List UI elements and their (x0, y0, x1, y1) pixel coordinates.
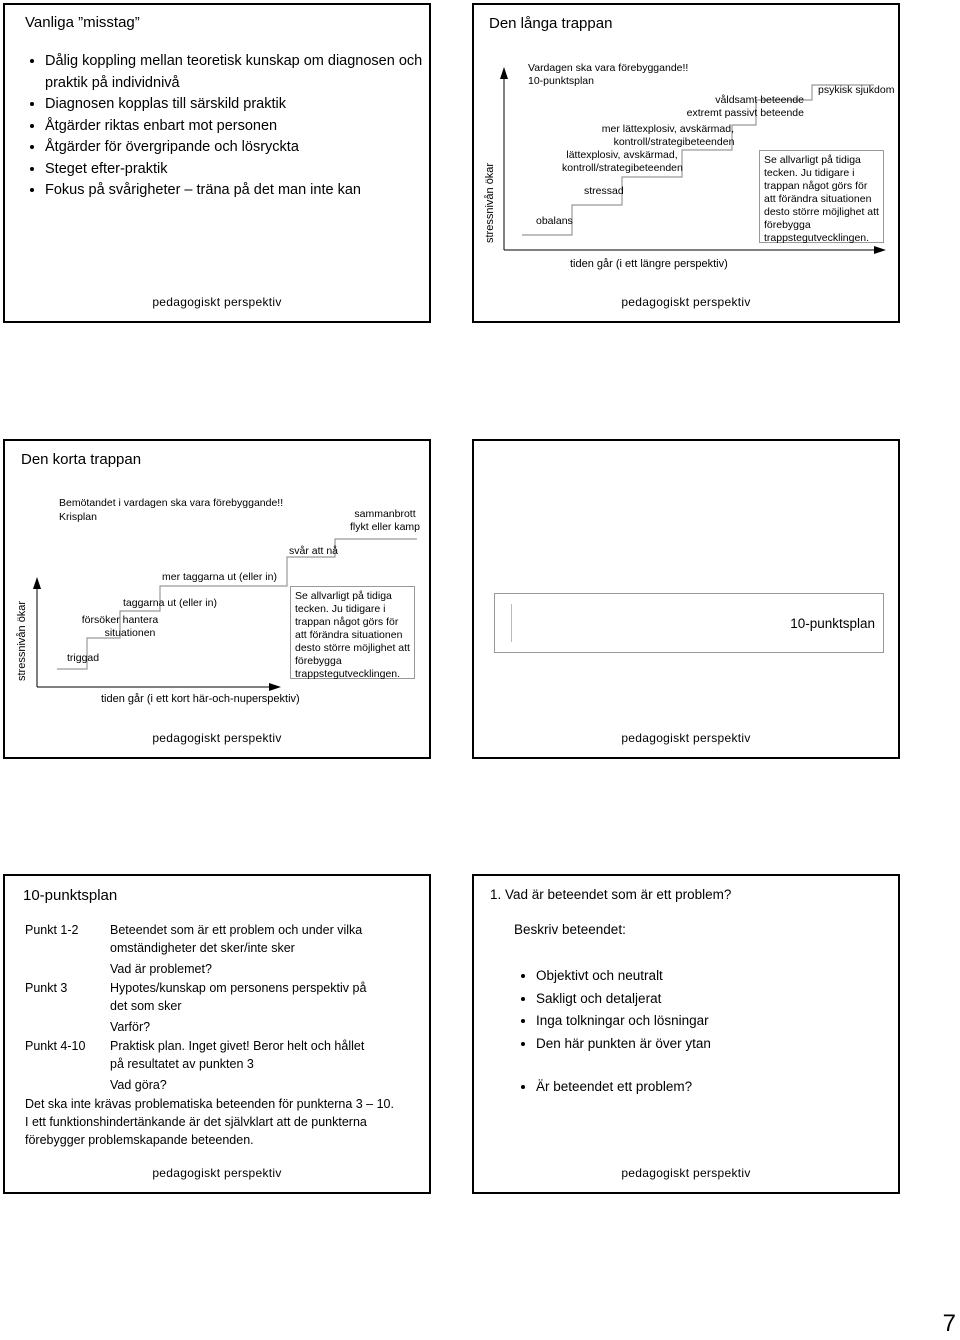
slide-langa-trappan (472, 3, 900, 323)
closing-text (25, 1095, 430, 1151)
slide-title: Den långa trappan (489, 15, 613, 32)
step-label: flykt eller kamp (349, 521, 421, 533)
bullet-list (514, 965, 711, 1055)
step-label: sammanbrott (354, 508, 416, 520)
slide-10-punktsplan (3, 874, 431, 1194)
step-label: triggad (67, 652, 100, 664)
list-item: • Diagnosen kopplas till särskild praktik (45, 94, 435, 116)
slide-title: 10-punktsplan (23, 887, 118, 904)
slide-vad-ar-beteendet (472, 874, 900, 1194)
plan-box-label: 10-punktsplan (790, 616, 875, 631)
slide-title: Den korta trappan (21, 451, 142, 468)
list-item: • Fokus på svårigheter – träna på det man inte kan (45, 180, 435, 202)
step-label: mer lättexplosiv, avskärmad, (601, 123, 734, 135)
row-question: Varför? (110, 1020, 151, 1034)
bullet-list (514, 1076, 692, 1098)
row-text: Hypotes/kunskap om personens perspektiv på (110, 981, 367, 995)
slide-title: 1. Vad är beteendet som är ett problem? (490, 887, 732, 902)
list-item: • Objektivt och neutralt (536, 965, 711, 988)
x-axis-label: tiden går (i ett kort här-och-nuperspektiv) (101, 693, 300, 705)
row-text: på resultatet av punkten 3 (110, 1057, 254, 1071)
list-item: • Är beteendet ett problem? (536, 1076, 692, 1098)
list-item: • Steget efter-praktik (45, 159, 435, 181)
plan-row (25, 921, 425, 977)
row-label: Punkt 3 (25, 981, 68, 995)
list-item: • Sakligt och detaljerat (536, 988, 711, 1011)
slide-footer: pedagogiskt perspektiv (152, 1166, 282, 1180)
list-item: • Inga tolkningar och lösningar (536, 1010, 711, 1033)
row-text: Beteendet som är ett problem och under vilka (110, 923, 363, 937)
bullet-list (23, 51, 435, 202)
step-label: svår att nå (289, 545, 339, 557)
intro-text: Krisplan (59, 511, 97, 523)
step-label: psykisk sjukdom (818, 84, 895, 96)
slide-footer: pedagogiskt perspektiv (621, 295, 751, 309)
x-axis-label: tiden går (i ett längre perspektiv) (570, 258, 728, 270)
slide-korta-trappan (3, 439, 431, 759)
row-text: omständigheter det sker/inte sker (110, 941, 295, 955)
step-label: obalans (536, 215, 573, 227)
step-label: kontroll/strategibeteenden (562, 162, 683, 174)
intro-text: Vardagen ska vara förebyggande!! (528, 62, 689, 74)
step-label: lättexplosiv, avskärmad, (566, 149, 678, 161)
y-axis-label: stressnivån ökar (484, 162, 496, 243)
closing-line: Det ska inte krävas problematiska beteenden för punkterna 3 – 10. (25, 1097, 394, 1111)
slide-footer: pedagogiskt perspektiv (621, 1166, 751, 1180)
step-label: taggarna ut (eller in) (123, 597, 217, 609)
closing-line: I ett funktionshindertänkande är det självklart att de punkterna (25, 1115, 367, 1129)
note-box: Se allvarligt på tidiga tecken. Ju tidigare i trappan något görs för att förändra situationen desto större möjlighet att förebygga trappstegutvecklingen. (290, 586, 415, 679)
page-number: 7 (942, 1310, 956, 1337)
slide-subtitle: Beskriv beteendet: (514, 922, 626, 937)
step-label: kontroll/strategibeteenden (613, 136, 735, 148)
row-label: Punkt 4-10 (25, 1039, 86, 1053)
row-text: det som sker (110, 999, 182, 1013)
row-label: Punkt 1-2 (25, 923, 79, 937)
row-question: Vad är problemet? (110, 962, 212, 976)
slide-vanliga-misstag (3, 3, 431, 323)
list-item: • Den här punkten är över ytan (536, 1033, 711, 1056)
row-question: Vad göra? (110, 1078, 167, 1092)
list-item: • Åtgärder för övergripande och lösryckta (45, 137, 435, 159)
list-item: • Dålig koppling mellan teoretisk kunskap om diagnosen och praktik på individnivå (45, 51, 435, 94)
plan-box (494, 593, 884, 653)
y-axis-label: stressnivån ökar (16, 600, 28, 681)
slide-footer: pedagogiskt perspektiv (621, 731, 751, 745)
plan-row (25, 1037, 425, 1093)
closing-line: förebygger problemskapande beteenden. (25, 1133, 254, 1147)
intro-text: 10-punktsplan (528, 75, 594, 87)
plan-box-inner (511, 604, 512, 642)
step-label: våldsamt beteende (715, 94, 804, 106)
list-item: • Åtgärder riktas enbart mot personen (45, 116, 435, 138)
slide-10-punktsplan-box (472, 439, 900, 759)
slide-title: Vanliga ”misstag” (25, 14, 140, 31)
slide-footer: pedagogiskt perspektiv (152, 731, 282, 745)
plan-row (25, 979, 425, 1035)
step-label: stressad (584, 185, 624, 197)
intro-text: Bemötandet i vardagen ska vara förebyggande!! (59, 497, 284, 509)
step-label: mer taggarna ut (eller in) (162, 571, 277, 583)
step-label: situationen (104, 627, 156, 639)
note-box: Se allvarligt på tidiga tecken. Ju tidigare i trappan något görs för att förändra situationen desto större möjlighet att förebygga trappstegutvecklingen. (759, 150, 884, 243)
step-label: extremt passivt beteende (686, 107, 804, 119)
slide-footer: pedagogiskt perspektiv (152, 295, 282, 309)
row-text: Praktisk plan. Inget givet! Beror helt och hållet (110, 1039, 365, 1053)
step-label: försöker hantera (81, 614, 159, 626)
